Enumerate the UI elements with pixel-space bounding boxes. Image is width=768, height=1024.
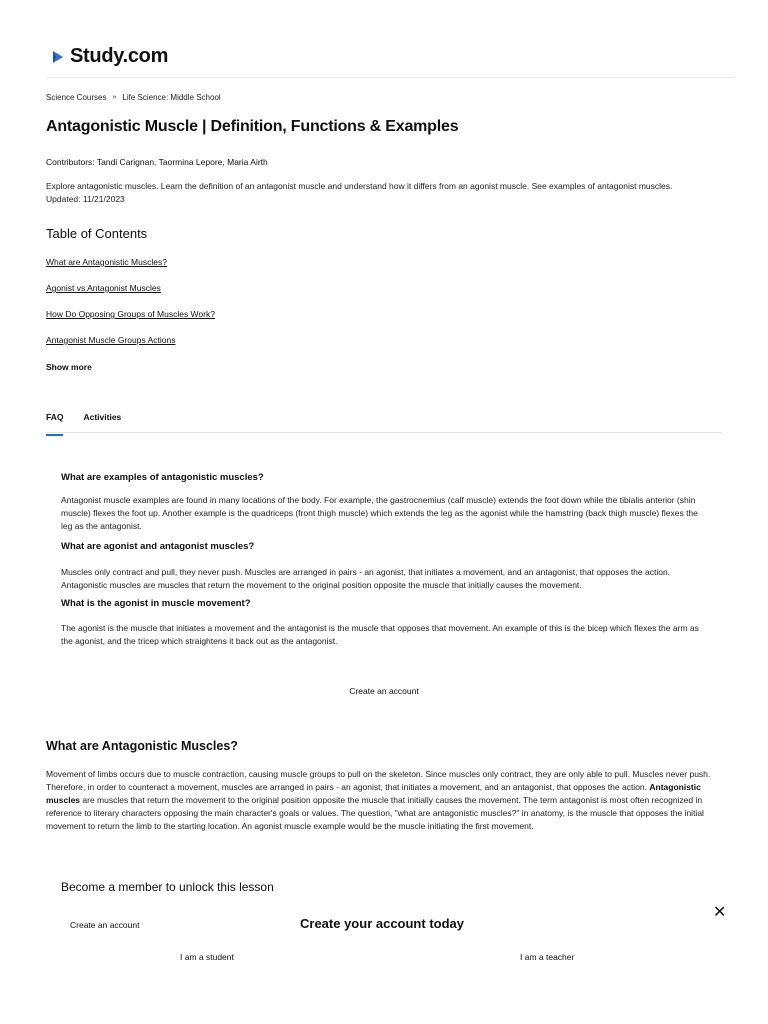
study-com-logo[interactable] <box>46 45 168 68</box>
section-title: What are Antagonistic Muscles? <box>46 739 238 753</box>
tab-faq[interactable]: FAQ <box>46 412 63 436</box>
tab-divider <box>46 432 722 433</box>
article-description <box>46 180 726 206</box>
student-role-button[interactable]: I am a student <box>180 952 234 962</box>
contributors-line: Contributors: Tandi Carignan, Taormina Lepore, Maria Airth <box>46 157 268 167</box>
toc-link-what-are-antagonistic-muscles[interactable]: What are Antagonistic Muscles? <box>46 257 167 267</box>
faq-question: What is the agonist in muscle movement? <box>61 598 251 609</box>
description-text: Explore antagonistic muscles. Learn the definition of an antagonist muscle and understand how it differs from an agonist muscle. See examples of antagonist muscles. <box>46 181 673 191</box>
toc-link-group-actions[interactable]: Antagonist Muscle Groups Actions <box>46 335 176 345</box>
updated-date: Updated: 11/21/2023 <box>46 194 125 204</box>
faq-answer: Antagonist muscle examples are found in many locations of the body. For example, the gastrocnemius (calf muscle) extends the foot down while the tibialis anterior (shin muscle) flexes the foot up. Another example is the quadriceps (front thigh muscle) which extends the leg as the agonist while the hamstring (back thigh muscle) flexes the leg as the antagonist. <box>61 495 698 531</box>
breadcrumb-separator: » <box>112 94 117 101</box>
teacher-role-button[interactable]: I am a teacher <box>520 952 575 962</box>
close-icon[interactable]: ✕ <box>713 904 727 921</box>
section-body <box>46 768 726 833</box>
section-body-intro: Movement of limbs occurs due to muscle contraction, causing muscle groups to pull on the skeleton. Since muscles only contract, they are only able to pull. Muscles never push. Therefore, in order to counteract a movement, muscles are arranged in pairs - an agonist, that initiates a movement, and an antagonist, that opposes the action. <box>46 769 711 792</box>
breadcrumb-item-science-courses[interactable]: Science Courses <box>46 93 107 102</box>
create-account-link[interactable]: Create an account <box>349 686 419 696</box>
faq-question: What are examples of antagonistic muscles? <box>61 472 264 483</box>
faq-question: What are agonist and antagonist muscles? <box>61 541 255 552</box>
header-divider <box>46 77 734 78</box>
toc-link-opposing-groups[interactable]: How Do Opposing Groups of Muscles Work? <box>46 309 215 319</box>
section-body-rest: are muscles that return the movement to the original position opposite the muscle that initially causes the movement. The term antagonist is most often recognized in reference to literary characters opposing the main character's goals or values. The question, "what are antagonistic muscles?" in anatomy, is the muscle that opposes the initial movement to return the limb to the starting location. An agonist muscle example would be the muscle initiating the first movement. <box>46 795 704 831</box>
toc-link-agonist-vs-antagonist[interactable]: Agonist vs Antagonist Muscles <box>46 283 161 293</box>
paywall-title: Become a member to unlock this lesson <box>61 880 274 894</box>
show-more-button[interactable]: Show more <box>46 362 92 372</box>
tab-activities[interactable]: Activities <box>83 412 122 422</box>
logo-text: Study.com <box>70 45 169 67</box>
site-header <box>0 0 768 78</box>
faq-answer: The agonist is the muscle that initiates a movement and the antagonist is the muscle that opposes that movement. An example of this is the bicep which flexes the arm as the agonist, and the tricep which straightens it back out as the antagonist. <box>61 623 699 646</box>
paywall-heading: Create your account today <box>300 916 464 931</box>
paywall-create-account-link[interactable]: Create an account <box>70 920 140 930</box>
page-title: Antagonistic Muscle | Definition, Functions & Examples <box>46 118 459 135</box>
toc-title: Table of Contents <box>46 226 148 241</box>
play-logo-icon <box>46 47 66 67</box>
section-body-term: Antagonistic muscles <box>46 782 701 805</box>
breadcrumb <box>46 93 221 102</box>
faq-answer: Muscles only contract and pull, they never push. Muscles are arranged in pairs - an agonist, that initiates a movement, and an antagonist, that opposes the action. Antagonistic muscles are muscles that return the movement to the original position opposite the muscle that initially causes the movement. <box>61 567 671 590</box>
breadcrumb-item-life-science[interactable]: Life Science: Middle School <box>122 93 221 102</box>
